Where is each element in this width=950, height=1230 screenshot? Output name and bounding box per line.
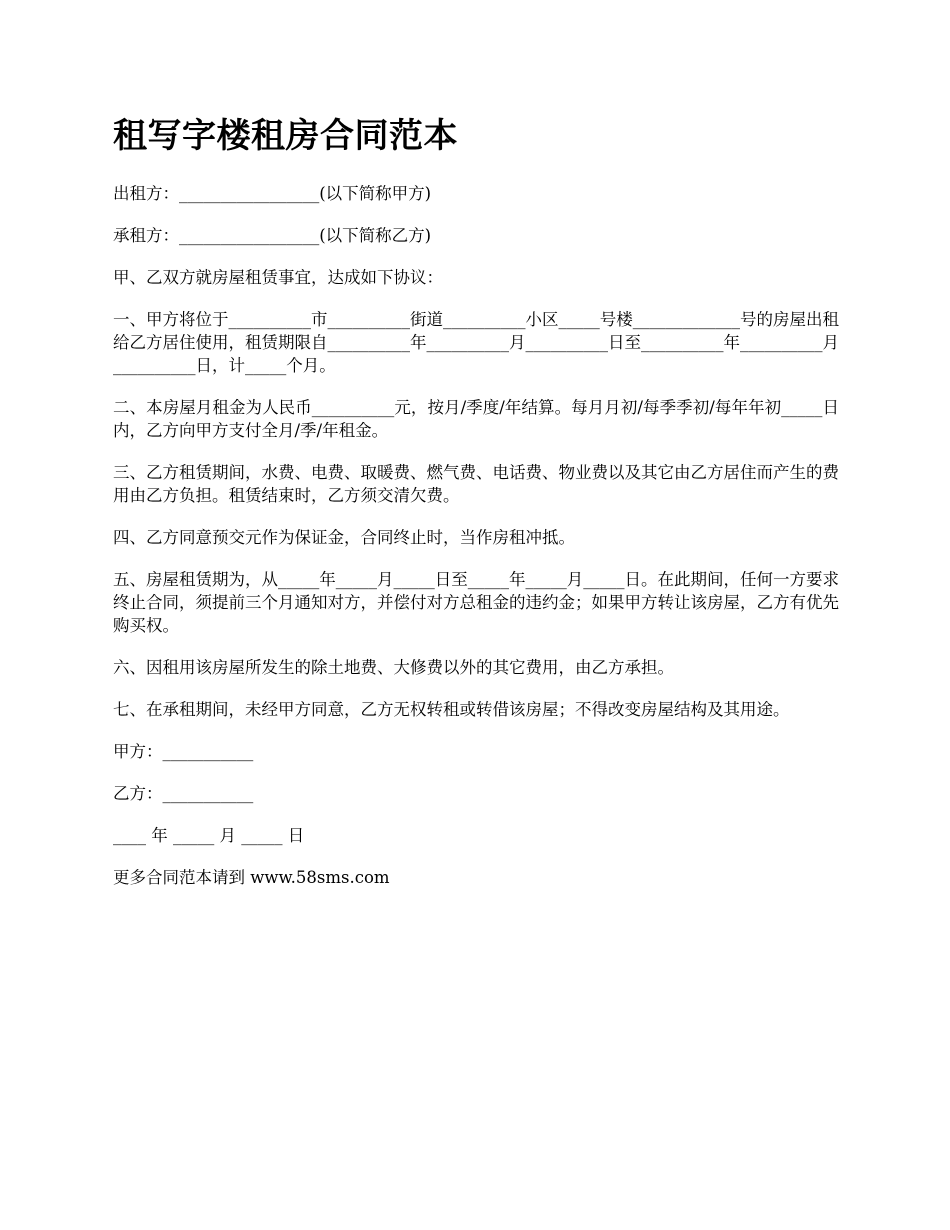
lessee-line: 承租方：_________________(以下简称乙方)	[113, 226, 432, 245]
lessor-line: 出租方：_________________(以下简称甲方)	[113, 184, 432, 203]
clause-1: 一、甲方将位于__________市__________街道__________小区_____号楼_____________号的房屋出租给乙方居住使用，租赁期限自__________年__________月__________日至__________年__________月__________日，计_____个月。	[113, 310, 839, 375]
clause-4: 四、乙方同意预交元作为保证金，合同终止时，当作房租冲抵。	[113, 528, 575, 547]
document-page	[113, 112, 839, 908]
agreement-intro: 甲、乙双方就房屋租赁事宜，达成如下协议：	[113, 268, 443, 287]
clause-2: 二、本房屋月租金为人民币__________元，按月/季度/年结算。每月月初/每季季初/每年年初_____日内，乙方向甲方支付全月/季/年租金。	[113, 398, 839, 440]
footer-note: 更多合同范本请到 www.58sms.com	[113, 868, 390, 887]
party-a-signature-line: 甲方：___________	[113, 742, 254, 761]
clause-7: 七、在承租期间，未经甲方同意，乙方无权转租或转借该房屋；不得改变房屋结构及其用途。	[113, 700, 790, 719]
party-b-signature-line: 乙方：___________	[113, 784, 254, 803]
clause-6: 六、因租用该房屋所发生的除土地费、大修费以外的其它费用，由乙方承担。	[113, 658, 674, 677]
date-line: ____ 年 _____ 月 _____ 日	[113, 826, 305, 845]
clause-3: 三、乙方租赁期间，水费、电费、取暖费、燃气费、电话费、物业费以及其它由乙方居住而产生的费用由乙方负担。租赁结束时，乙方须交清欠费。	[113, 463, 839, 505]
clause-5: 五、房屋租赁期为，从_____年_____月_____日至_____年_____月_____日。在此期间，任何一方要求终止合同，须提前三个月通知对方，并偿付对方总租金的违约金；如果甲方转让该房屋，乙方有优先购买权。	[113, 570, 839, 635]
document-title: 租写字楼租房合同范本	[113, 116, 458, 156]
